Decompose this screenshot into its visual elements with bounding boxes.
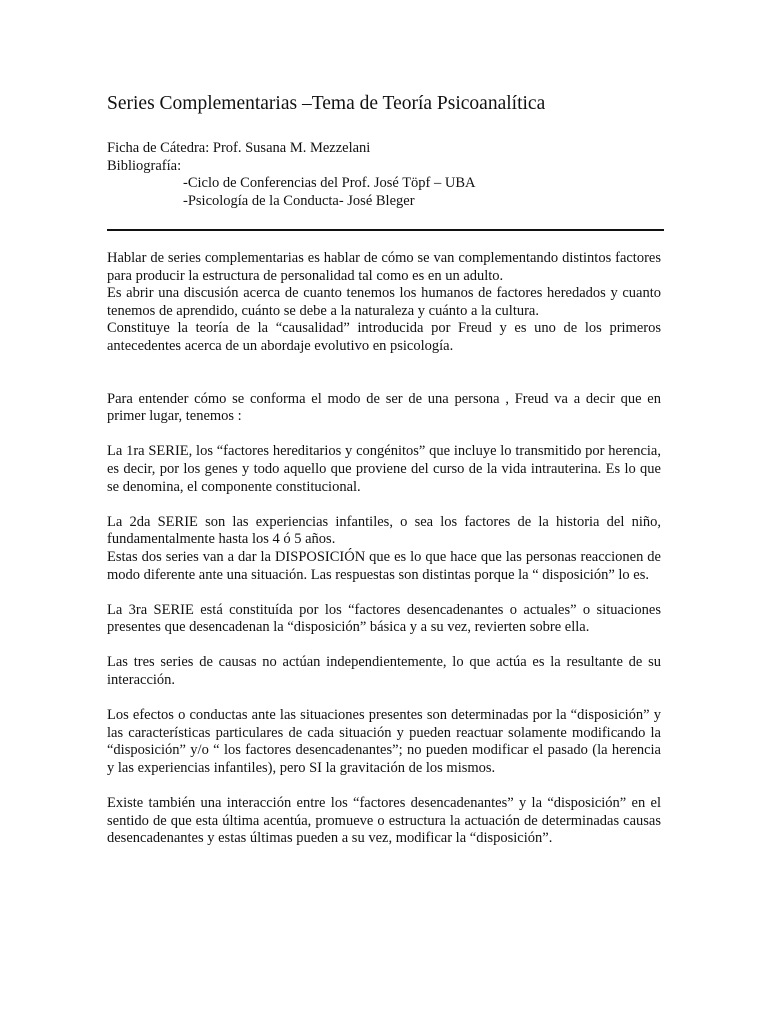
paragraph: La 1ra SERIE, los “factores hereditarios y congénitos” que incluye lo transmitido por herencia, es decir, por los genes y todo aquello que proviene del curso de la vida intrauterina. Es lo que se denomina, el componente constitucional. <box>107 443 661 495</box>
paragraph: Las tres series de causas no actúan independientemente, lo que actúa es la resultante de su interacción. <box>107 654 661 689</box>
document-title: Series Complementarias –Tema de Teoría Psicoanalítica <box>107 93 546 114</box>
paragraph: Hablar de series complementarias es hablar de cómo se van complementando distintos factores para producir la estructura de personalidad tal como es en un adulto. <box>107 250 661 284</box>
document-body <box>107 250 661 848</box>
paragraph: Constituye la teoría de la “causalidad” introducida por Freud y es uno de los primeros antecedentes acerca de un abordaje evolutivo en psicología. <box>107 320 661 354</box>
bibliografia-item: -Psicología de la Conducta- José Bleger <box>183 192 415 209</box>
document-header <box>107 140 667 210</box>
bibliografia-item: -Ciclo de Conferencias del Prof. José Töpf – UBA <box>183 175 476 192</box>
header-divider <box>107 229 664 231</box>
paragraph: La 3ra SERIE está constituída por los “factores desencadenantes o actuales” o situaciones presentes que desencadenan la “disposición” básica y a su vez, revierten sobre ella. <box>107 601 661 636</box>
bibliografia-label: Bibliografía: <box>107 157 182 174</box>
paragraph: La 2da SERIE son las experiencias infantiles, o sea los factores de la historia del niño, fundamentalmente hasta los 4 ó 5 años. <box>107 513 661 548</box>
ficha-line: Ficha de Cátedra: Prof. Susana M. Mezzelani <box>107 140 371 156</box>
paragraph: Los efectos o conductas ante las situaciones presentes son determinadas por la “disposición” y las características particulares de cada situación y pueden reactuar solamente modificando la “disposición” y/o “ los factores desencadenantes”; no pueden modificar el pasado (la herencia y las experiencias infantiles), pero SI la gravitación de los mismos. <box>107 707 661 777</box>
paragraph: Para entender cómo se conforma el modo de ser de una persona , Freud va a decir que en primer lugar, tenemos : <box>107 390 661 425</box>
paragraph: Estas dos series van a dar la DISPOSICIÓN que es lo que hace que las personas reaccionen de modo diferente ante una situación. Las respuestas son distintas porque la “ disposición” lo es. <box>107 548 661 583</box>
paragraph: Es abrir una discusión acerca de cuanto tenemos los humanos de factores heredados y cuanto tenemos de aprendido, cuánto se debe a la naturaleza y cuánto a la cultura. <box>107 285 661 319</box>
paragraph: Existe también una interacción entre los “factores desencadenantes” y la “disposición” en el sentido de que esta última acentúa, promueve o estructura la actuación de determinadas causas desencadenantes y estas últimas pueden a su vez, modificar la “disposición”. <box>107 795 661 847</box>
